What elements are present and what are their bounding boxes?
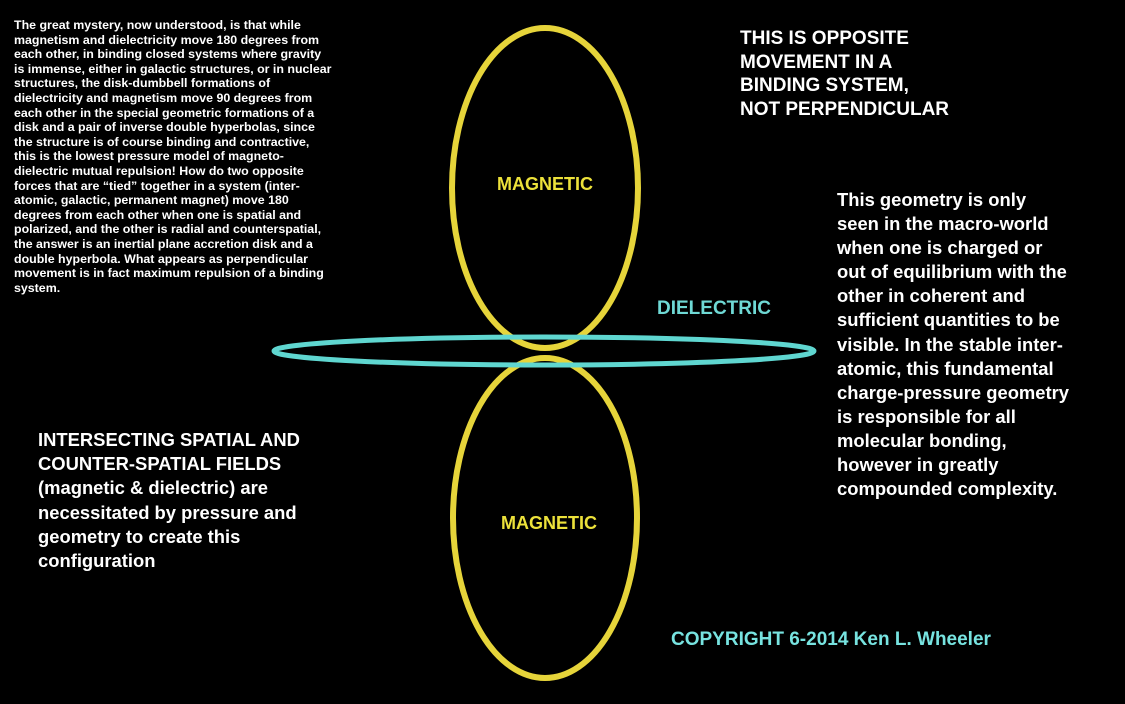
intersecting-fields-paragraph: INTERSECTING SPATIAL AND COUNTER-SPATIAL FIELDS (magnetic & dielectric) are necessitated by pressure and geometry to create this configuration [38,429,300,572]
geometry-explanation-paragraph: This geometry is only seen in the macro-world when one is charged or out of equilibrium with the other in coherent and sufficient quantities to be visible. In the stable inter- atomic, this fundamental charge-pressure geometry is responsible for all molecular bonding, however in greatly compounded complexity. [837,189,1070,500]
magnetic-lower-label: MAGNETIC [501,513,597,533]
magnetic-upper-label: MAGNETIC [497,174,593,194]
dielectric-label: DIELECTRIC [657,298,771,319]
intro-paragraph: The great mystery, now understood, is that while magnetism and dielectricity move 180 degrees from each other, in binding closed systems where gravity is immense, either in galactic structures, or in nuclear structures, the disk-dumbbell formations of dielectricity and magnetism move 90 degrees from each other in the special geometric formations of a disk and a pair of inverse double hyperbolas, since the structure is of course binding and contractive, this is the lowest pressure model of magneto- dielectric mutual repulsion! How do two opposite forces that are “tied” together in a system (inter- atomic, galactic, permanent magnet) move 180 degrees from each other when one is spatial and polarized, and the other is radial and counterspatial, the answer is an inertial plane accretion disk and a double hyperbola. What appears as perpendicular movement is in fact maximum repulsion of a binding system. [14,18,332,295]
opposite-movement-statement: THIS IS OPPOSITE MOVEMENT IN A BINDING SYSTEM, NOT PERPENDICULAR [740,28,950,120]
copyright-notice: COPYRIGHT 6-2014 Ken L. Wheeler [671,629,991,650]
